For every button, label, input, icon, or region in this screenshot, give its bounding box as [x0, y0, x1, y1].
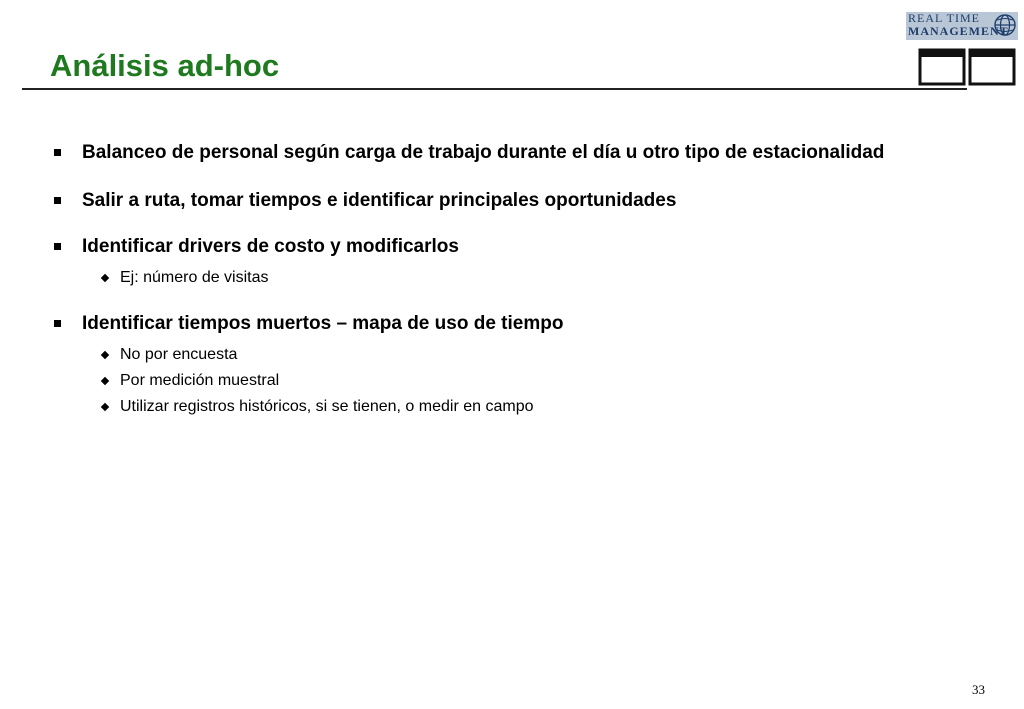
sub-bullet-item — [52, 394, 912, 420]
sub-bullet-item — [52, 265, 912, 291]
diamond-bullet-icon — [101, 377, 109, 385]
bullet-item — [52, 311, 912, 337]
bullet-text: Identificar drivers de costo y modificarlos — [82, 236, 459, 257]
square-bullet-icon — [54, 320, 61, 327]
diamond-bullet-icon — [101, 351, 109, 359]
sub-bullet-item — [52, 368, 912, 394]
logo-text-line1: REAL TIME — [908, 11, 980, 25]
logo-boxes — [918, 46, 1018, 88]
sub-bullet-list — [52, 265, 912, 291]
page-number: 33 — [972, 682, 985, 697]
slide-title: Análisis ad-hoc — [50, 48, 280, 83]
bullet-text: Salir a ruta, tomar tiempos e identificar principales oportunidades — [82, 190, 677, 211]
company-logo — [904, 10, 1020, 90]
diamond-bullet-icon — [101, 403, 109, 411]
bullet-item — [52, 234, 912, 260]
sub-bullet-text: Por medición muestral — [120, 372, 280, 389]
bullet-text: Balanceo de personal según carga de trabajo durante el día u otro tipo de estacionalidad — [82, 142, 885, 163]
square-bullet-icon — [54, 149, 61, 156]
globe-icon — [992, 12, 1018, 38]
logo-text-line2: MANAGEMENT — [908, 24, 1009, 38]
title-divider — [22, 88, 967, 90]
bullet-text: Identificar tiempos muertos – mapa de uso de tiempo — [82, 313, 564, 334]
sub-bullet-text: No por encuesta — [120, 346, 238, 363]
bullet-list — [52, 140, 912, 420]
sub-bullet-text: Utilizar registros históricos, si se tienen, o medir en campo — [120, 398, 534, 415]
square-bullet-icon — [54, 243, 61, 250]
sub-bullet-text: Ej: número de visitas — [120, 269, 269, 286]
bullet-item — [52, 140, 912, 166]
sub-bullet-item — [52, 342, 912, 368]
diamond-bullet-icon — [101, 274, 109, 282]
square-bullet-icon — [54, 197, 61, 204]
sub-bullet-list — [52, 342, 912, 420]
bullet-item — [52, 188, 912, 214]
